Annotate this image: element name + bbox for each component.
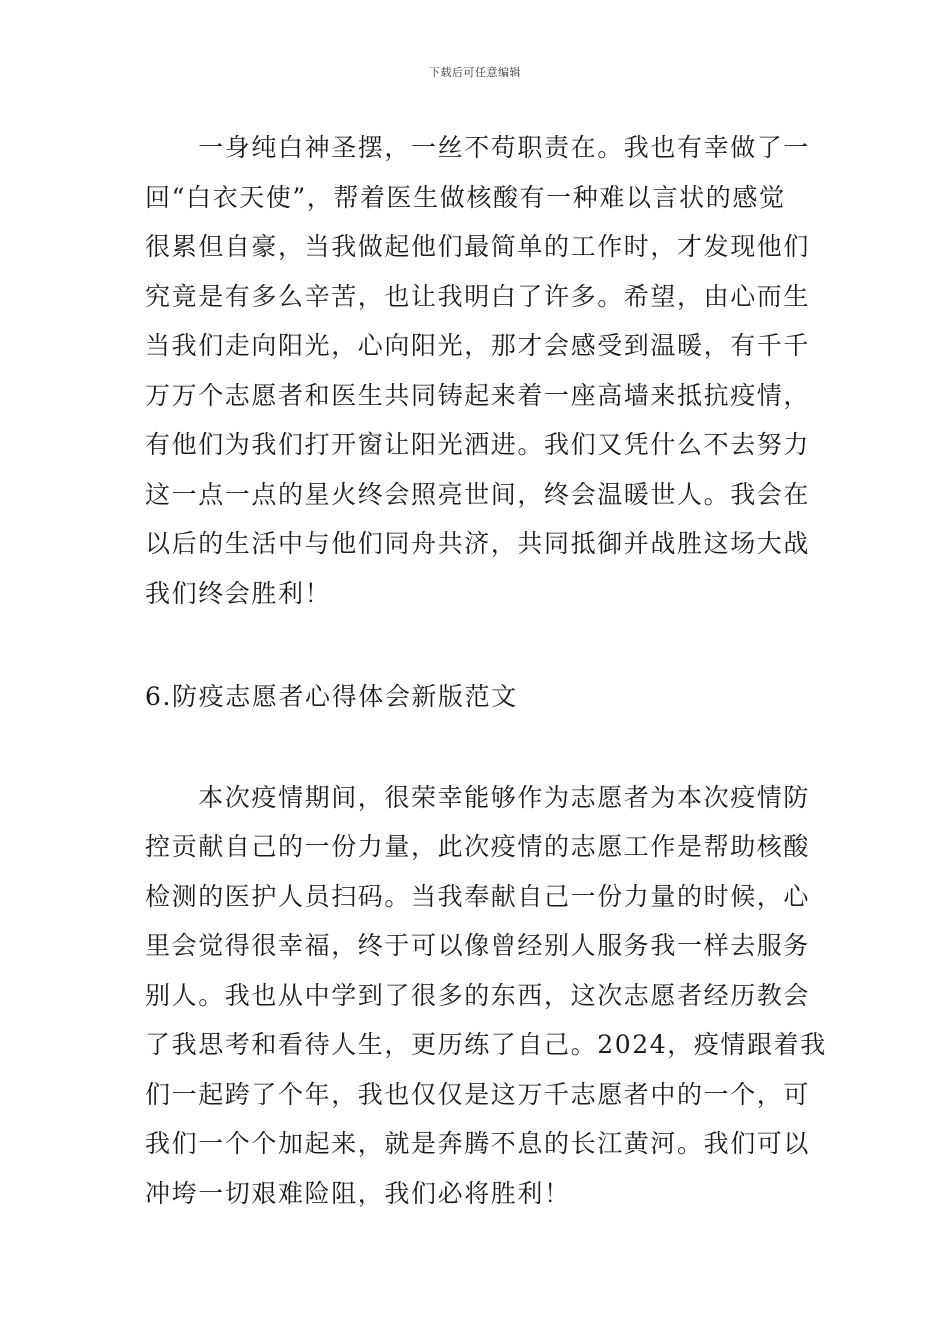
paragraph-line: 我们一个个加起来，就是奔腾不息的长江黄河。我们可以 bbox=[145, 1129, 811, 1158]
paragraph-line: 当我们走向阳光，心向阳光，那才会感受到温暖，有千千 bbox=[145, 331, 811, 360]
section-heading: 6.防疫志愿者心得体会新版范文 bbox=[145, 682, 518, 711]
paragraph-line: 万万个志愿者和医生共同铸起来着一座高墙来抵抗疫情， bbox=[145, 381, 811, 410]
paragraph-line: 冲垮一切艰难险阻，我们必将胜利！ bbox=[145, 1179, 571, 1208]
paragraph-line: 别人。我也从中学到了很多的东西，这次志愿者经历教会 bbox=[145, 981, 811, 1010]
paragraph-line: 究竟是有多么辛苦，也让我明白了许多。希望，由心而生 bbox=[145, 282, 811, 311]
paragraph-line: 回“白衣天使”，帮着医生做核酸有一种难以言状的感觉 bbox=[145, 183, 786, 212]
paragraph-line: 们一起跨了个年，我也仅仅是这万千志愿者中的一个，可 bbox=[145, 1080, 811, 1109]
paragraph-line: 里会觉得很幸福，终于可以像曾经别人服务我一样去服务 bbox=[145, 931, 811, 960]
paragraph-line: 一身纯白神圣摆，一丝不苟职责在。我也有幸做了一 bbox=[145, 133, 811, 162]
paragraph-line: 这一点一点的星火终会照亮世间，终会温暖世人。我会在 bbox=[145, 480, 811, 509]
header-note: 下载后可任意编辑 bbox=[429, 66, 521, 79]
paragraph-line: 我们终会胜利！ bbox=[145, 579, 332, 608]
paragraph-line: 检测的医护人员扫码。当我奉献自己一份力量的时候，心 bbox=[145, 882, 811, 911]
paragraph-line: 很累但自豪，当我做起他们最简单的工作时，才发现他们 bbox=[145, 232, 811, 261]
paragraph-line: 了我思考和看待人生，更历练了自己。2024，疫情跟着我 bbox=[145, 1030, 827, 1059]
paragraph-line: 本次疫情期间，很荣幸能够作为志愿者为本次疫情防 bbox=[145, 783, 811, 812]
paragraph-line: 控贡献自己的一份力量，此次疫情的志愿工作是帮助核酸 bbox=[145, 832, 811, 861]
paragraph-line: 以后的生活中与他们同舟共济，共同抵御并战胜这场大战 bbox=[145, 529, 811, 558]
paragraph-line: 有他们为我们打开窗让阳光洒进。我们又凭什么不去努力 bbox=[145, 430, 811, 459]
